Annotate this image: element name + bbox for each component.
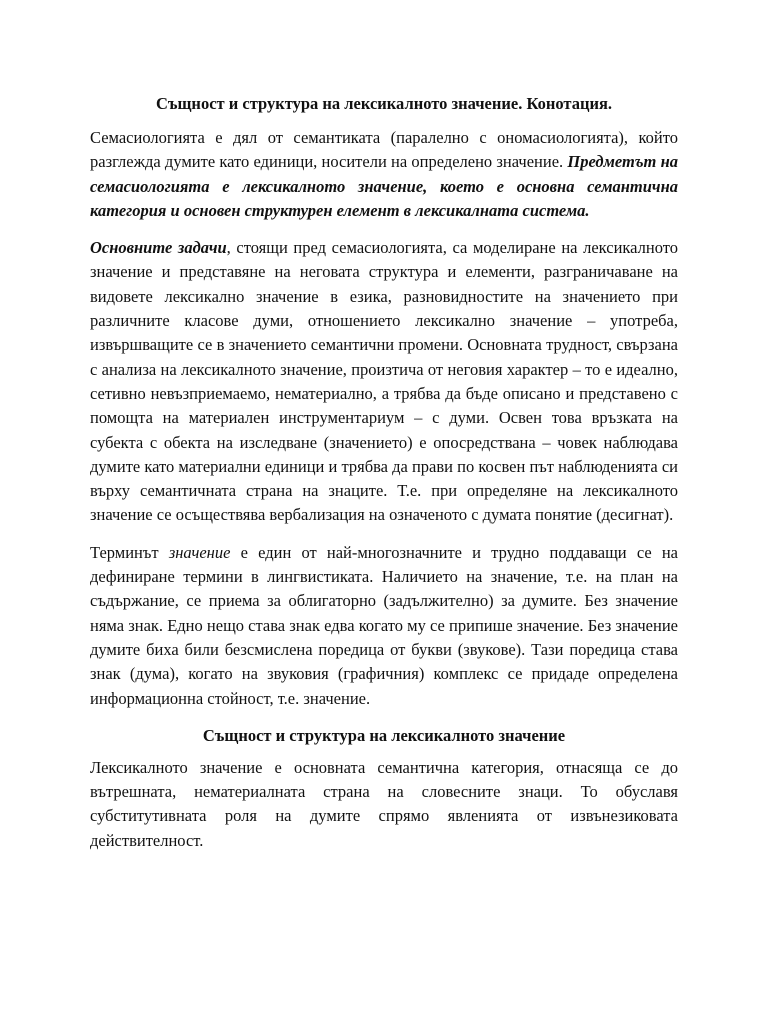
paragraph-3-text-start: Терминът — [90, 542, 169, 562]
document-page — [90, 92, 678, 866]
paragraph-4-text: Лексикалното значение е основната семантична категория, отнасяща се до вътрешната, нематериалната страна на словесните знаци. То обуславя субститутивната роля на думите спрямо явленията от извънезиковата действителност. — [90, 757, 678, 850]
paragraph-1 — [90, 126, 678, 223]
paragraph-3-text-end: е един от най-многозначните и трудно поддаващи се на дефиниране термини в лингвистиката. Наличието на значение, т.е. на план на съдържание, се приема за облигаторно (задължително) за думите. Без значение няма знак. Едно нещо става знак едва когато му се припише значение. Без значение думите биха били безсмислена поредица от букви (звукове). Тази поредица става знак (дума), когато на звуковия (графичния) комплекс се придаде определена информационна стойност, т.е. значение. — [90, 542, 679, 708]
paragraph-2-text: , стоящи пред семасиологията, са моделиране на лексикалното значение и представяне на неговата структура и елементи, разграничаване на видовете лексикално значение в езика, разновидностите на значението при различните класове думи, отношението лексикално значение – употреба, извършващите се в значението семантични промени. Основната трудност, свързана с анализа на лексикалното значение, произтича от неговия характер – то е идеално, сетивно невъзприемаемо, нематериално, а трябва да бъде описано и представено с помощта на материален инструментариум – с думи. Освен това връзката на субекта с обекта на изследване (значението) е опосредствана – човек наблюдава думите като материални единици и трябва да прави по косвен път наблюденията си върху семантичната страна на знаците. Т.е. при определяне на лексикалното значение се осъществява вербализация на означеното с думата понятие (десигнат). — [90, 238, 678, 525]
paragraph-1-text: Семасиологията е дял от семантиката (паралелно с ономасиологията), който разглежда думите като единици, носители на определено значение. — [90, 128, 678, 172]
paragraph-3 — [90, 541, 678, 711]
paragraph-1-emphasis: Предметът на семасиологията е лексикалното значение, което е основна семантична категория и основен структурен елемент в лексикалната система. — [90, 152, 678, 220]
section-subtitle: Същност и структура на лексикалното значение — [202, 725, 566, 745]
paragraph-2-emphasis: Основните задачи — [90, 238, 227, 258]
document-title: Същност и структура на лексикалното значение. Конотация. — [155, 94, 613, 113]
paragraph-3-italic-term: значение — [168, 542, 231, 562]
paragraph-2 — [90, 236, 678, 528]
paragraph-4 — [90, 756, 678, 853]
